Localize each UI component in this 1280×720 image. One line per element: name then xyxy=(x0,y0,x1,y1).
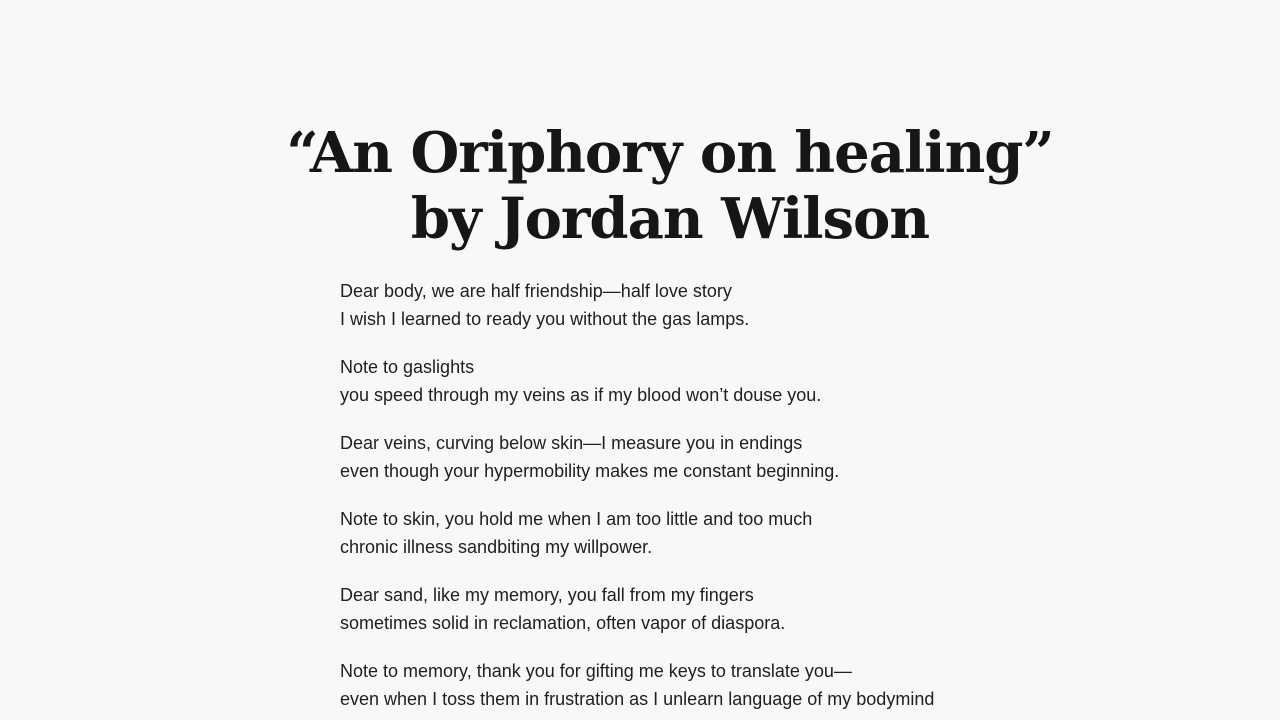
stanza xyxy=(340,429,1240,485)
stanza xyxy=(340,277,1240,333)
verse-line: even when I toss them in frustration as I unlearn language of my bodymind xyxy=(340,689,935,709)
stanza xyxy=(340,657,1240,713)
poem-author-line: by Jordan Wilson xyxy=(410,185,930,252)
verse-line: chronic illness sandbiting my willpower. xyxy=(340,537,653,557)
verse-line: Dear sand, like my memory, you fall from my fingers xyxy=(340,585,754,605)
verse-line: Dear veins, curving below skin—I measure you in endings xyxy=(340,433,803,453)
stanza xyxy=(340,505,1240,561)
verse-line: Note to skin, you hold me when I am too little and too much xyxy=(340,509,813,529)
stanza xyxy=(340,581,1240,637)
verse-line: you speed through my veins as if my blood won’t douse you. xyxy=(340,385,822,405)
verse-line: sometimes solid in reclamation, often vapor of diaspora. xyxy=(340,613,786,633)
verse-line: Dear body, we are half friendship—half love story xyxy=(340,281,732,301)
poem-title-line: “An Oriphory on healing” xyxy=(286,119,1054,186)
verse-line: even though your hypermobility makes me constant beginning. xyxy=(340,461,840,481)
stanza xyxy=(340,353,1240,409)
verse-line: I wish I learned to ready you without the gas lamps. xyxy=(340,309,750,329)
poem-body xyxy=(340,277,1240,720)
poem-title xyxy=(0,120,1280,252)
verse-line: Note to memory, thank you for gifting me keys to translate you— xyxy=(340,661,852,681)
verse-line: Note to gaslights xyxy=(340,357,475,377)
